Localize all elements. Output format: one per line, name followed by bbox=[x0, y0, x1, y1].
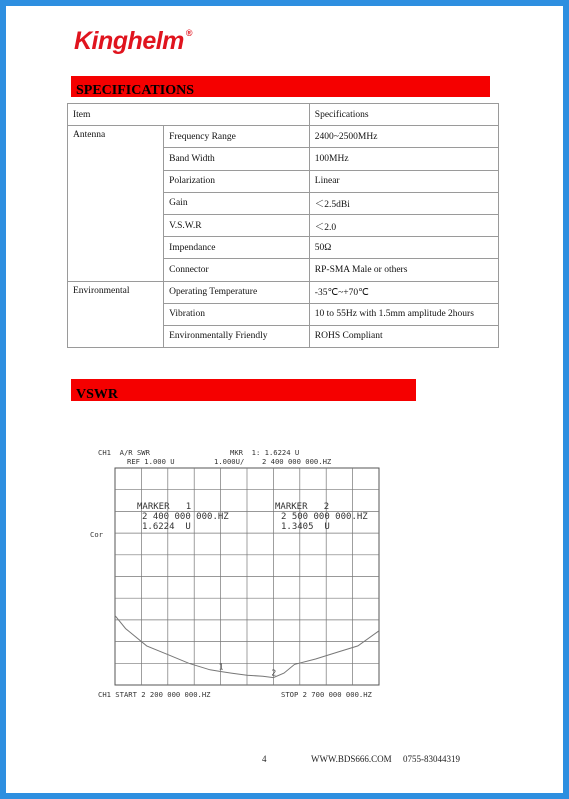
value-cell: 10 to 55Hz with 1.5mm amplitude 2hours bbox=[309, 303, 498, 325]
website: WWW.BDS666.COM bbox=[311, 754, 392, 764]
phone: 0755-83044319 bbox=[403, 754, 460, 764]
table-row bbox=[68, 281, 499, 303]
marker1-value: 1.6224 U bbox=[142, 522, 191, 532]
vswr-heading: VSWR bbox=[76, 387, 119, 402]
marker-1-glyph: 1 bbox=[218, 662, 224, 672]
parameter-cell: Connector bbox=[164, 259, 310, 281]
value-cell: -35℃~+70℃ bbox=[309, 281, 498, 303]
vswr-banner bbox=[71, 379, 416, 401]
marker2-frequency: 2 500 000 000.HZ bbox=[281, 512, 368, 522]
group-name: Environmental bbox=[68, 281, 164, 348]
parameter-cell: V.S.W.R bbox=[164, 214, 310, 236]
value-cell: Linear bbox=[309, 170, 498, 192]
parameter-cell: Gain bbox=[164, 192, 310, 214]
header-item: Item bbox=[68, 104, 310, 126]
start-frequency: CH1 START 2 200 000 000.HZ bbox=[98, 690, 211, 699]
channel-label: CH1 A/R SWR bbox=[98, 448, 150, 457]
marker1-title: MARKER 1 bbox=[137, 502, 192, 512]
specifications-table bbox=[67, 103, 499, 348]
specifications-banner bbox=[71, 76, 490, 97]
value-cell: ＜2.5dBi bbox=[309, 192, 498, 214]
specifications-heading: SPECIFICATIONS bbox=[76, 83, 194, 98]
parameter-cell: Operating Temperature bbox=[164, 281, 310, 303]
marker2-value: 1.3405 U bbox=[281, 522, 330, 532]
marker1-frequency: 2 400 000 000.HZ bbox=[142, 512, 229, 522]
scale-label: 1.000U/ bbox=[214, 457, 245, 466]
logo-text: Kinghelm bbox=[74, 27, 184, 55]
plot-grid bbox=[115, 468, 379, 685]
value-cell: ROHS Compliant bbox=[309, 325, 498, 347]
parameter-cell: Band Width bbox=[164, 148, 310, 170]
page-number: 4 bbox=[262, 754, 267, 764]
marker-2-glyph: 2 bbox=[271, 668, 277, 678]
table-header-row bbox=[68, 104, 499, 126]
marker-readout: MKR 1: 1.6224 U bbox=[230, 448, 300, 457]
value-cell: ＜2.0 bbox=[309, 214, 498, 236]
value-cell: RP-SMA Male or others bbox=[309, 259, 498, 281]
value-cell: 2400~2500MHz bbox=[309, 126, 498, 148]
parameter-cell: Impendance bbox=[164, 237, 310, 259]
value-cell: 100MHz bbox=[309, 148, 498, 170]
company-logo bbox=[74, 27, 192, 56]
parameter-cell: Polarization bbox=[164, 170, 310, 192]
cor-label: Cor bbox=[90, 530, 103, 539]
marker-frequency: 2 400 000 000.HZ bbox=[262, 457, 332, 466]
header-specifications: Specifications bbox=[309, 104, 498, 126]
vswr-plot bbox=[90, 444, 390, 704]
group-name: Antenna bbox=[68, 126, 164, 281]
value-cell: 50Ω bbox=[309, 237, 498, 259]
table-row bbox=[68, 126, 499, 148]
reference-label: REF 1.000 U bbox=[127, 457, 175, 466]
marker2-title: MARKER 2 bbox=[275, 502, 330, 512]
parameter-cell: Environmentally Friendly bbox=[164, 325, 310, 347]
vswr-chart bbox=[90, 444, 390, 704]
stop-frequency: STOP 2 700 000 000.HZ bbox=[281, 690, 372, 699]
parameter-cell: Frequency Range bbox=[164, 126, 310, 148]
registered-mark: ® bbox=[185, 27, 193, 38]
parameter-cell: Vibration bbox=[164, 303, 310, 325]
